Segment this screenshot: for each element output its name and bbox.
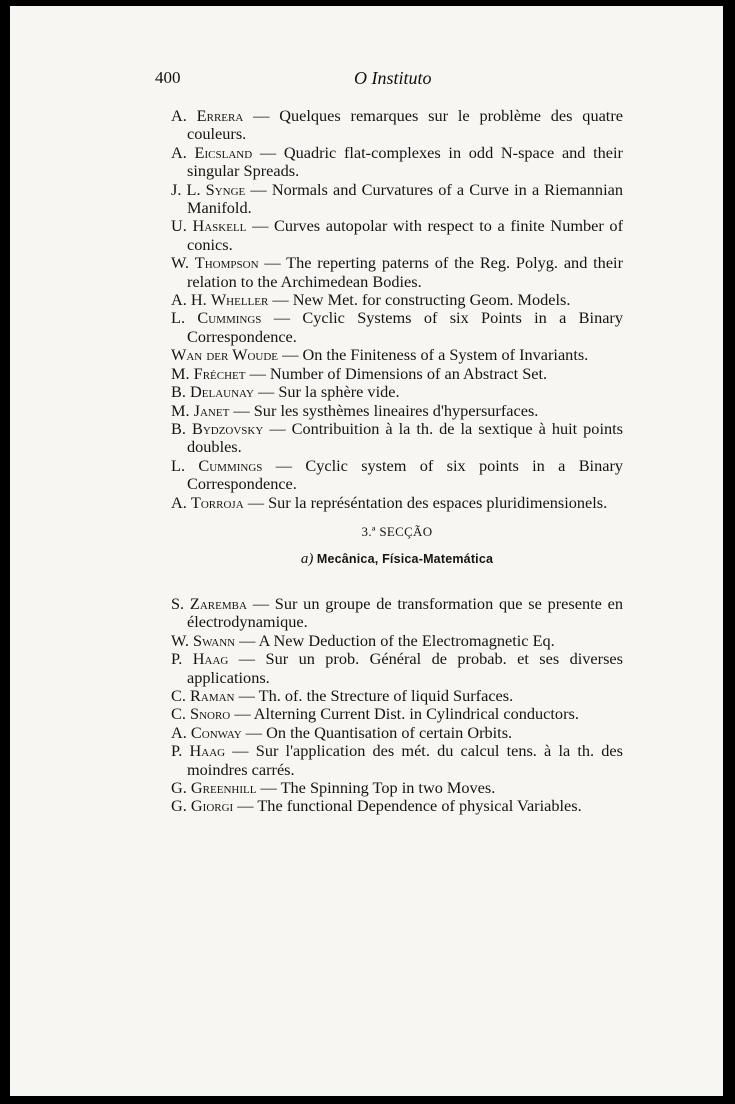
author-name: Zaremba	[189, 593, 247, 613]
separator-dash: —	[234, 704, 251, 724]
paper-title: Quelques remarques sur le problème des quatre couleurs.	[187, 106, 623, 144]
paper-title: Cyclic system of six points in a Binary Correspondence.	[187, 455, 624, 494]
author-name: Conway	[190, 722, 242, 742]
separator-dash: —	[245, 722, 263, 742]
author-name: Thompson	[194, 253, 259, 273]
separator-dash: —	[239, 630, 256, 650]
author-initials: B.	[171, 382, 186, 402]
page-number: 400	[155, 68, 181, 87]
paper-entry	[171, 494, 623, 512]
author-initials: C.	[171, 704, 186, 724]
author-name: Raman	[190, 685, 235, 705]
paper-entry	[171, 687, 623, 705]
separator-dash: —	[252, 593, 269, 613]
paper-entry	[171, 309, 623, 346]
paper-title: New Met. for constructing Geom. Models.	[292, 290, 571, 310]
paper-entry	[171, 254, 623, 291]
separator-dash: —	[260, 778, 277, 797]
paper-title: On the Finiteness of a System of Invariants.	[302, 345, 589, 365]
paper-entry	[171, 420, 623, 457]
paper-list-part1	[171, 107, 623, 512]
paper-title: Cyclic Systems of six Points in a Binary Correspondence.	[187, 308, 623, 346]
paper-title: Sur la sphère vide.	[278, 382, 400, 402]
paper-title: Sur l'application des mét. du calcul tens. à la th. des moindres carrés.	[187, 741, 623, 779]
author-initials: M.	[171, 363, 190, 383]
author-name: Delaunay	[190, 382, 254, 402]
author-initials: U.	[171, 216, 187, 236]
author-name: Cummings	[197, 308, 262, 328]
paper-title: The functional Dependence of physical Variables.	[257, 796, 582, 816]
paper-entry	[171, 107, 623, 144]
author-initials: S.	[171, 593, 185, 613]
separator-dash: —	[275, 455, 293, 475]
paper-title: Quadric flat-complexes in odd N-space and their singular Spreads.	[187, 142, 623, 181]
author-initials: P.	[171, 649, 183, 669]
author-name: Bydzovsky	[191, 418, 264, 438]
paper-title: Alterning Current Dist. in Cylindrical conductors.	[253, 704, 579, 724]
paper-title: Sur les systhèmes lineaires d'hypersurfaces.	[253, 400, 539, 420]
author-initials: A.	[171, 142, 187, 162]
paper-entry	[171, 797, 623, 815]
paper-title: Th. of. the Strecture of liquid Surfaces.	[258, 685, 514, 705]
paper-title: Contribuition à la th. de la sextique à huit points doubles.	[187, 418, 623, 457]
author-name: Greenhill	[190, 778, 257, 797]
separator-dash: —	[264, 253, 281, 273]
paper-entry	[171, 724, 623, 742]
paper-list-part2	[171, 595, 623, 816]
author-initials: L.	[171, 308, 186, 328]
paper-entry	[171, 779, 623, 797]
author-initials: A.	[171, 106, 187, 125]
author-name: Torroja	[190, 492, 244, 512]
separator-dash: —	[233, 400, 250, 420]
paper-entry	[171, 383, 623, 401]
author-initials: L.	[171, 455, 186, 475]
document-page	[10, 6, 723, 1096]
section-heading: 3.ª SECÇÃO	[361, 523, 433, 539]
running-title: O Instituto	[354, 68, 432, 88]
paper-entry	[171, 365, 623, 383]
paper-entry	[171, 144, 623, 181]
author-name: Swann	[193, 630, 236, 650]
paper-entry	[171, 402, 623, 420]
separator-dash: —	[250, 179, 267, 199]
paper-entry	[171, 632, 623, 650]
sub-heading-title: Mecânica, Física-Matemática	[316, 551, 494, 566]
author-name: Giorgi	[190, 796, 234, 816]
separator-dash: —	[252, 216, 269, 236]
separator-dash: —	[247, 492, 264, 512]
author-initials: B.	[171, 418, 186, 438]
paper-entry	[171, 181, 623, 218]
paper-title: The reperting paterns of the Reg. Polyg. and their relation to the Archimedean Bodies.	[187, 253, 623, 291]
author-initials: W.	[171, 630, 189, 650]
separator-dash: —	[269, 418, 286, 438]
paper-title: The Spinning Top in two Moves.	[280, 778, 496, 797]
author-initials: A.	[171, 492, 187, 512]
author-initials: J. L.	[171, 179, 201, 199]
paper-title: A New Deduction of the Electromagnetic Eq.	[258, 630, 555, 650]
paper-entry	[171, 291, 623, 309]
sub-heading-letter: a)	[300, 550, 314, 567]
author-name: Errera	[196, 106, 244, 125]
author-initials: M.	[171, 400, 190, 420]
author-name: Wheller	[210, 290, 269, 310]
separator-dash: —	[237, 796, 254, 816]
paper-entry	[171, 346, 623, 364]
paper-entry	[171, 217, 623, 254]
paper-title: Sur la représéntation des espaces pluridimensionels.	[268, 492, 608, 512]
paper-title: On the Quantisation of certain Orbits.	[266, 722, 513, 742]
author-initials: C.	[171, 685, 186, 705]
author-initials: G.	[171, 796, 187, 816]
separator-dash: —	[238, 685, 255, 705]
separator-dash: —	[259, 142, 277, 162]
paper-title: Sur un prob. Général de probab. et ses diverses applications.	[187, 649, 623, 687]
author-name: Eicsland	[194, 142, 253, 162]
separator-dash: —	[253, 106, 270, 125]
author-name: Haskell	[192, 216, 247, 236]
paper-entry	[171, 595, 623, 632]
author-name: Cummings	[198, 455, 263, 475]
author-initials: A. H.	[171, 290, 207, 310]
author-name: Wan der Woude	[171, 345, 279, 365]
paper-list	[171, 107, 623, 816]
paper-title: Sur un groupe de transformation que se presente en électrodynamique.	[187, 593, 623, 632]
author-name: Janet	[193, 400, 230, 420]
separator-dash: —	[272, 290, 289, 310]
separator-dash: —	[238, 649, 256, 669]
author-name: Haag	[192, 649, 229, 669]
separator-dash: —	[258, 382, 275, 402]
separator-dash: —	[249, 363, 266, 383]
page-header	[155, 68, 575, 94]
author-initials: W.	[171, 253, 189, 273]
author-name: Snoro	[190, 704, 231, 724]
author-name: Synge	[205, 179, 246, 199]
paper-title: Number of Dimensions of an Abstract Set.	[269, 363, 548, 383]
paper-entry	[171, 650, 623, 687]
separator-dash: —	[232, 741, 249, 761]
paper-entry	[171, 742, 623, 779]
paper-entry	[171, 705, 623, 723]
sub-heading	[171, 550, 623, 569]
separator-dash: —	[282, 345, 299, 365]
author-name: Fréchet	[193, 363, 246, 383]
author-initials: G.	[171, 778, 187, 797]
paper-title: Normals and Curvatures of a Curve in a Riemannian Manifold.	[187, 179, 623, 218]
paper-entry	[171, 457, 623, 494]
author-name: Haag	[189, 741, 226, 761]
separator-dash: —	[273, 308, 291, 328]
author-initials: P.	[171, 741, 183, 761]
paper-title: Curves autopolar with respect to a finite Number of conics.	[187, 216, 623, 254]
author-initials: A.	[171, 722, 187, 742]
